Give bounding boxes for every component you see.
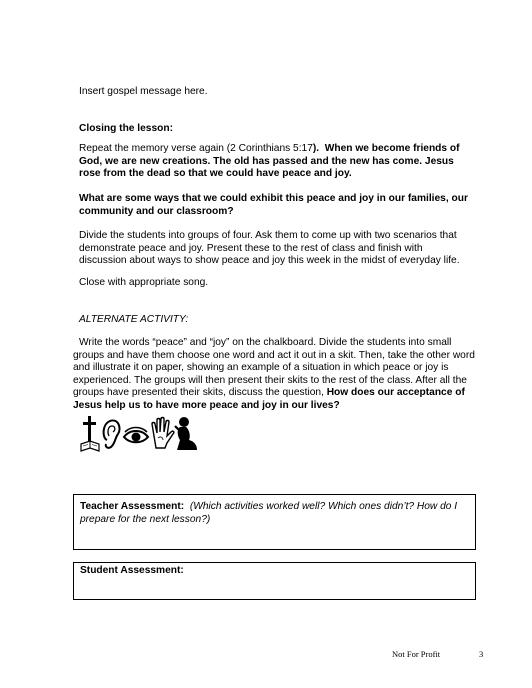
teacher-assessment-content: [80, 501, 465, 526]
closing-question: What are some ways that we could exhibit this peace and joy in our families, our community and our classroom?: [79, 193, 468, 217]
praying-person-icon: [175, 417, 197, 450]
student-assessment-box[interactable]: [73, 562, 476, 600]
memory-verse-paragraph: [79, 143, 471, 181]
alternate-activity-question: How does our acceptance of Jesus help us to have more peace and joy in our lives?: [73, 387, 465, 411]
learning-style-icons: [80, 414, 200, 454]
page-number: 3: [479, 649, 484, 659]
teacher-assessment-label: Teacher Assessment:: [80, 501, 185, 512]
eye-icon: [124, 428, 148, 443]
alternate-activity-heading: ALTERNATE ACTIVITY:: [79, 314, 189, 325]
memory-verse-close: ).: [312, 143, 320, 154]
groups-paragraph: Divide the students into groups of four. Ask them to come up with two scenarios that demonstrate peace and joy. Present these to the rest of class and finish with discussion about ways to show peace and joy this week in the midst of everyday life.: [79, 230, 460, 266]
ear-icon: [104, 420, 120, 447]
memory-verse-intro: Repeat the memory verse again (2 Corinthians 5:17: [79, 143, 313, 154]
alternate-activity-paragraph: [73, 337, 483, 412]
closing-heading: Closing the lesson:: [79, 123, 173, 134]
alternate-activity-body: Write the words “peace” and “joy” on the chalkboard. Divide the students into small groups and have them choose one word and act it out in a skit. Then, take the other word and illustrate it on paper, showing an example of a situation in which peace or joy is experienced. The groups will then present their skits to the rest of the class. After all the groups have presented their skits, discuss the question,: [73, 337, 475, 398]
teacher-assessment-prompt: (Which activities worked well? Which ones didn’t? How do I prepare for the next lesson?): [80, 501, 458, 525]
footer-text: Not For Profit: [392, 649, 441, 659]
student-assessment-label: Student Assessment:: [80, 565, 184, 576]
hand-icon: [152, 418, 174, 449]
teacher-assessment-box[interactable]: [73, 494, 476, 550]
gospel-placeholder: Insert gospel message here.: [79, 86, 208, 97]
memory-verse-text: When we become friends of God, we are new creations. The old has passed and the new has come. Jesus rose from the dead so that we could have peace and joy.: [79, 143, 460, 179]
song-paragraph: Close with appropriate song.: [79, 277, 209, 288]
cross-bible-icon: [81, 416, 99, 451]
